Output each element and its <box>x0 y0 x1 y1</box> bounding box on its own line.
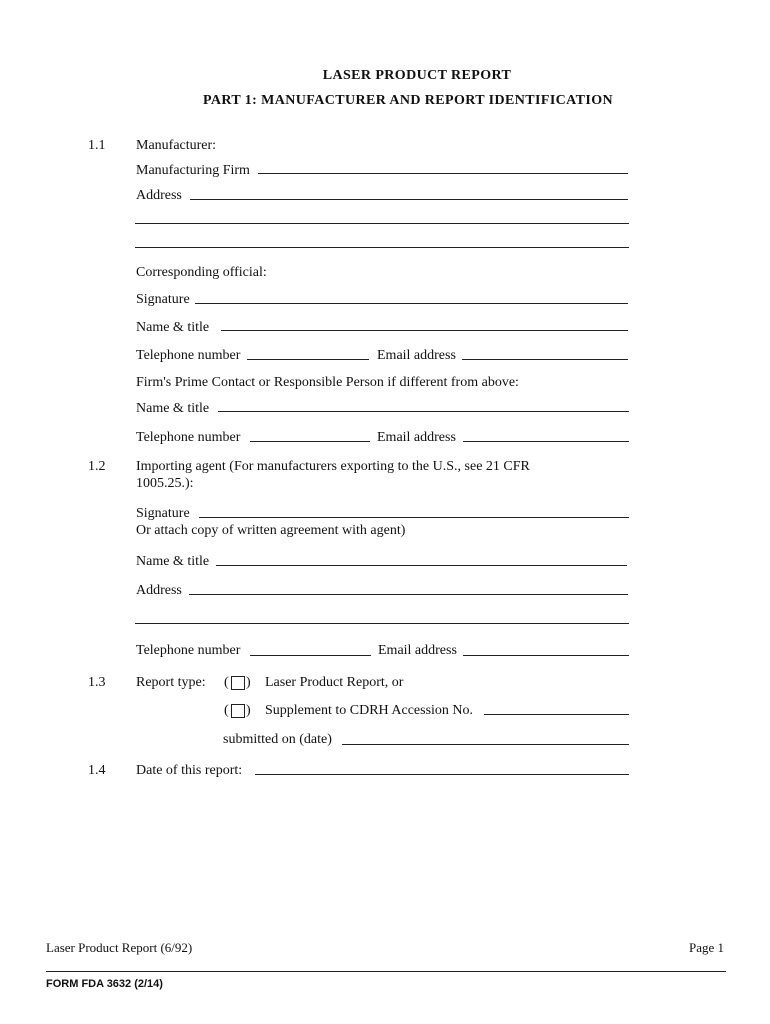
section-number-1-3: 1.3 <box>88 675 106 690</box>
supplement-checkbox[interactable] <box>231 704 245 718</box>
name-title-label: Name & title <box>136 320 210 335</box>
supplement-option-label: Supplement to CDRH Accession No. <box>265 703 474 718</box>
agent-address-field-line2[interactable] <box>135 623 629 624</box>
page-title: LASER PRODUCT REPORT <box>322 68 512 83</box>
name-title-field[interactable] <box>221 330 628 331</box>
section-number-1-2: 1.2 <box>88 459 106 474</box>
address-field-line3[interactable] <box>135 247 629 248</box>
page-subtitle: PART 1: MANUFACTURER AND REPORT IDENTIFICATION <box>202 93 614 108</box>
importing-agent-heading: Importing agent (For manufacturers exporting to the U.S., see 21 CFR <box>136 459 530 474</box>
prime-email-field[interactable] <box>463 441 629 442</box>
footer-divider <box>46 971 726 972</box>
telephone-label: Telephone number <box>136 348 241 363</box>
submitted-on-label: submitted on (date) <box>223 732 332 747</box>
laser-product-report-option-label: Laser Product Report, or <box>265 675 404 690</box>
submitted-on-field[interactable] <box>342 744 629 745</box>
address-field-line1[interactable] <box>190 199 628 200</box>
form-id: FORM FDA 3632 (2/14) <box>46 978 163 990</box>
agent-name-title-field[interactable] <box>216 565 627 566</box>
address-label: Address <box>136 188 182 203</box>
address-field-line2[interactable] <box>135 223 629 224</box>
agent-telephone-field[interactable] <box>250 655 371 656</box>
report-type-label: Report type: <box>136 675 206 690</box>
agent-address-field-line1[interactable] <box>189 594 628 595</box>
prime-name-title-field[interactable] <box>218 411 629 412</box>
agent-telephone-label: Telephone number <box>136 643 241 658</box>
agent-email-label: Email address <box>378 643 457 658</box>
manufacturer-heading: Manufacturer: <box>136 138 217 153</box>
manufacturing-firm-label: Manufacturing Firm <box>136 163 250 178</box>
attach-note: Or attach copy of written agreement with agent) <box>136 523 406 538</box>
prime-email-label: Email address <box>377 430 456 445</box>
prime-telephone-label: Telephone number <box>136 430 241 445</box>
corresponding-official-heading: Corresponding official: <box>136 265 267 280</box>
section-number-1-1: 1.1 <box>88 138 106 153</box>
accession-number-field[interactable] <box>484 714 629 715</box>
signature-label: Signature <box>136 292 190 307</box>
agent-name-title-label: Name & title <box>136 554 210 569</box>
section-number-1-4: 1.4 <box>88 763 106 778</box>
prime-telephone-field[interactable] <box>250 441 370 442</box>
paren-open-1: ( <box>224 675 229 690</box>
paren-close-2: ) <box>246 703 251 718</box>
email-field[interactable] <box>462 359 628 360</box>
telephone-field[interactable] <box>247 359 369 360</box>
manufacturing-firm-field[interactable] <box>258 173 628 174</box>
agent-address-label: Address <box>136 583 182 598</box>
agent-signature-field[interactable] <box>199 517 629 518</box>
paren-open-2: ( <box>224 703 229 718</box>
agent-email-field[interactable] <box>463 655 629 656</box>
report-date-field[interactable] <box>255 774 629 775</box>
footer-left: Laser Product Report (6/92) <box>46 940 193 955</box>
report-date-label: Date of this report: <box>136 763 243 778</box>
email-label: Email address <box>377 348 456 363</box>
importing-agent-heading-cont: 1005.25.): <box>136 476 194 491</box>
paren-close-1: ) <box>246 675 251 690</box>
signature-field[interactable] <box>195 303 628 304</box>
prime-contact-heading: Firm's Prime Contact or Responsible Person if different from above: <box>136 375 519 390</box>
page-number: Page 1 <box>688 940 724 955</box>
laser-product-report-checkbox[interactable] <box>231 676 245 690</box>
agent-signature-label: Signature <box>136 506 190 521</box>
prime-name-title-label: Name & title <box>136 401 210 416</box>
